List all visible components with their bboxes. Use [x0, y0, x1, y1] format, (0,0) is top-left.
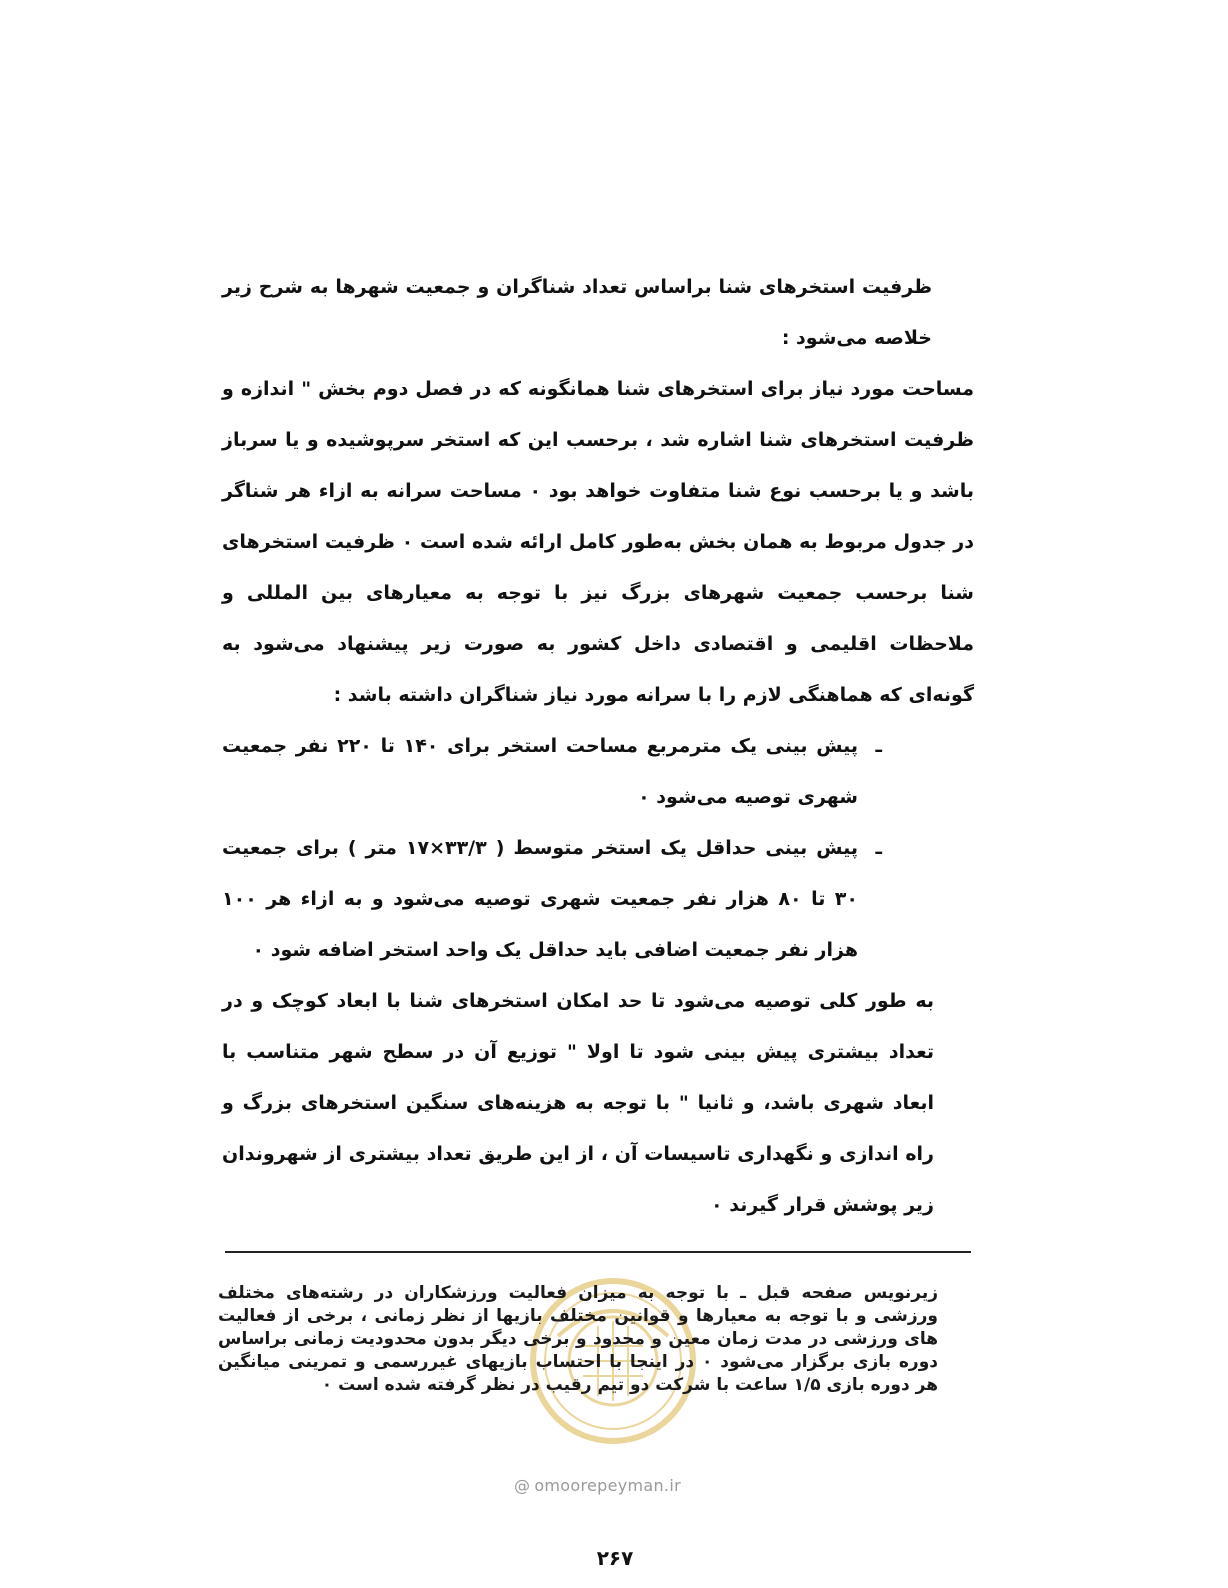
list-item — [222, 721, 966, 823]
watermark-text: omoorepeyman.ir — [534, 1476, 681, 1495]
main-text — [222, 262, 974, 1231]
main-paragraph: مساحت مورد نیاز برای استخرهای شنا همانگونه که در فصل دوم بخش " اندازه و ظرفیت استخرهای شنا اشاره شد ، برحسب این که استخر سرپوشیده و یا سرباز باشد و یا برحسب نوع شنا متفاوت خواهد بود ۰ مساحت سرانه به ازاء هر شناگر در جدول مربوط به همان بخش به‌طور کامل ارائه شده است ۰ ظرفیت استخرهای شنا برحسب جمعیت شهرهای بزرگ نیز با توجه به معیارهای بین المللی و ملاحظات اقلیمی و اقتصادی داخل کشور به صورت زیر پیشنهاد می‌شود به گونه‌ای که هماهنگی لازم را با سرانه مورد نیاز شناگران داشته باشد : — [222, 378, 975, 706]
bullet-marker: ـ — [875, 837, 882, 859]
recommendation-list — [222, 721, 974, 976]
footnote-divider — [225, 1251, 971, 1253]
list-item-text: پیش بینی یک مترمربع مساحت استخر برای ۱۴۰ تا ۲۲۰ نفر جمعیت شهری توصیه می‌شود ۰ — [222, 735, 859, 808]
page-number: ۲۶۷ — [596, 1546, 634, 1570]
site-watermark — [514, 1476, 681, 1495]
closing-paragraph: به طور کلی توصیه می‌شود تا حد امکان استخرهای شنا با ابعاد کوچک و در تعداد بیشتری پیش بینی شود تا اولا " توزیع آن در سطح شهر متناسب با ابعاد شهری باشد، و ثانیا " با توجه به هزینه‌های سنگین استخرهای بزرگ و راه اندازی و نگهداری تاسیسات آن ، از این طریق تعداد بیشتری از شهروندان زیر پوشش قرار گیرند ۰ — [222, 990, 934, 1216]
list-item-text: پیش بینی حداقل یک استخر متوسط ( ۳۳/۳×۱۷ متر ) برای جمعیت ۳۰ تا ۸۰ هزار نفر جمعیت شهری توصیه می‌شود و به ازاء هر ۱۰۰ هزار نفر جمعیت اضافی باید حداقل یک واحد استخر اضافه شود ۰ — [222, 837, 858, 961]
footnote-text: زیرنویس صفحه قبل ـ با توجه به میزان فعالیت ورزشکاران در رشته‌های مختلف ورزشی و با توجه به معیارها و قوانین مختلف بازیها از نظر زمانی ، برخی از فعالیت های ورزشی در مدت زمان معین و محدود و برخی دیگر بدون محدودیت زمانی براساس دوره بازی برگزار می‌شود ۰ در اینجا با احتساب بازیهای غیررسمی و تمرینی میانگین هر دوره بازی ۱/۵ ساعت با شرکت دو تیم رقیب در نظر گرفته شده است ۰ — [218, 1283, 939, 1395]
at-icon: @ — [514, 1476, 531, 1495]
bullet-marker: ـ — [875, 735, 882, 757]
list-item — [222, 823, 966, 976]
intro-paragraph: ظرفیت استخرهای شنا براساس تعداد شناگران و جمعیت شهرها به شرح زیر خلاصه می‌شود : — [222, 276, 932, 349]
